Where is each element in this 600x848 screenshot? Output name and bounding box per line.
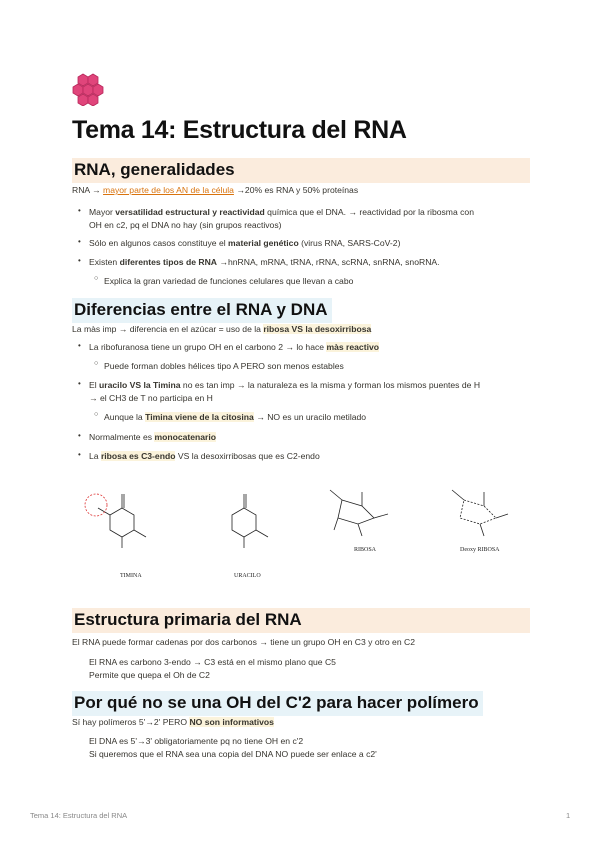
sub-list-item: Puede forman dobles hélices tipo A PERO son menos estables [104,361,344,371]
bullet-dot: • [78,450,81,459]
list-item: Normalmente es monocatenario [89,432,217,442]
caption-uracilo: URACILO [234,573,261,579]
paragraph: RNA → mayor parte de los AN de la célula →20% es RNA y 50% proteínas [72,185,359,195]
list-item-continuation: → el CH3 de T no participa en H [89,393,213,403]
sub-list-item: Explica la gran variedad de funciones celulares que llevan a cabo [104,276,354,286]
bullet-dot: • [78,237,81,246]
list-item-continuation: OH en c2, pq el DNA no hay (sin grupos reactivos) [89,220,282,230]
bullet-dot: • [78,256,81,265]
section-heading-estructura-primaria: Estructura primaria del RNA [72,608,530,633]
footer-page-number: 1 [566,811,571,820]
sub-bullet-circle: ○ [94,411,99,418]
caption-deoxy-ribosa: Deoxy RIBOSA [460,547,500,553]
paragraph: El RNA puede formar cadenas por dos carbonos → tiene un grupo OH en C3 y otro en C2 [72,637,415,647]
list-item: El uracilo VS la Timina no es tan imp → la naturaleza es la misma y forman los mismos puentes de H [89,380,481,390]
caption-timina: TIMINA [120,573,142,579]
indented-line: El DNA es 5'→3' obligatoriamente pq no tiene OH en c'2 [89,736,304,746]
link-text[interactable]: mayor parte de los AN de la célula [103,185,234,195]
list-item: Mayor versatilidad estructural y reactividad química que el DNA. → reactividad por la ribosma con [89,207,474,217]
bullet-dot: • [78,206,81,215]
hexagon-molecule-icon [72,72,106,106]
caption-ribosa: RIBOSA [354,547,377,553]
sub-bullet-circle: ○ [94,360,99,367]
sub-bullet-circle: ○ [94,275,99,282]
paragraph: La màs imp → diferencia en el azúcar = uso de la ribosa VS la desoxirribosa [72,324,372,334]
footer-title: Tema 14: Estructura del RNA [30,811,128,820]
list-item: La ribofuranosa tiene un grupo OH en el carbono 2 → lo hace màs reactivo [89,342,379,352]
sub-list-item: Aunque la Timina viene de la citosina → NO es un uracilo metilado [104,412,367,422]
list-item: Sólo en algunos casos constituye el material genético (virus RNA, SARS-CoV-2) [89,238,401,248]
list-item: La ribosa es C3-endo VS la desoxirribosas que es C2-endo [89,451,320,461]
bullet-dot: • [78,341,81,350]
bullet-dot: • [78,379,81,388]
paragraph: Sí hay polímeros 5'→2' PERO NO son informativos [72,717,274,727]
chemical-structures-figure [72,478,528,588]
section-heading-por-que: Por qué no se una OH del C'2 para hacer polímero [72,691,483,716]
page-title: Tema 14: Estructura del RNA [72,116,407,144]
indented-line: El RNA es carbono 3-endo → C3 está en el mismo plano que C5 [89,657,336,667]
section-heading-diferencias: Diferencias entre el RNA y DNA [72,298,332,323]
list-item: Existen diferentes tipos de RNA →hnRNA, mRNA, tRNA, rRNA, scRNA, snRNA, snoRNA. [89,257,440,267]
bullet-dot: • [78,431,81,440]
indented-line: Permite que quepa el Oh de C2 [89,670,210,680]
indented-line: Si queremos que el RNA sea una copia del DNA NO puede ser enlace a c2' [89,749,377,759]
section-heading-generalidades: RNA, generalidades [72,158,530,183]
